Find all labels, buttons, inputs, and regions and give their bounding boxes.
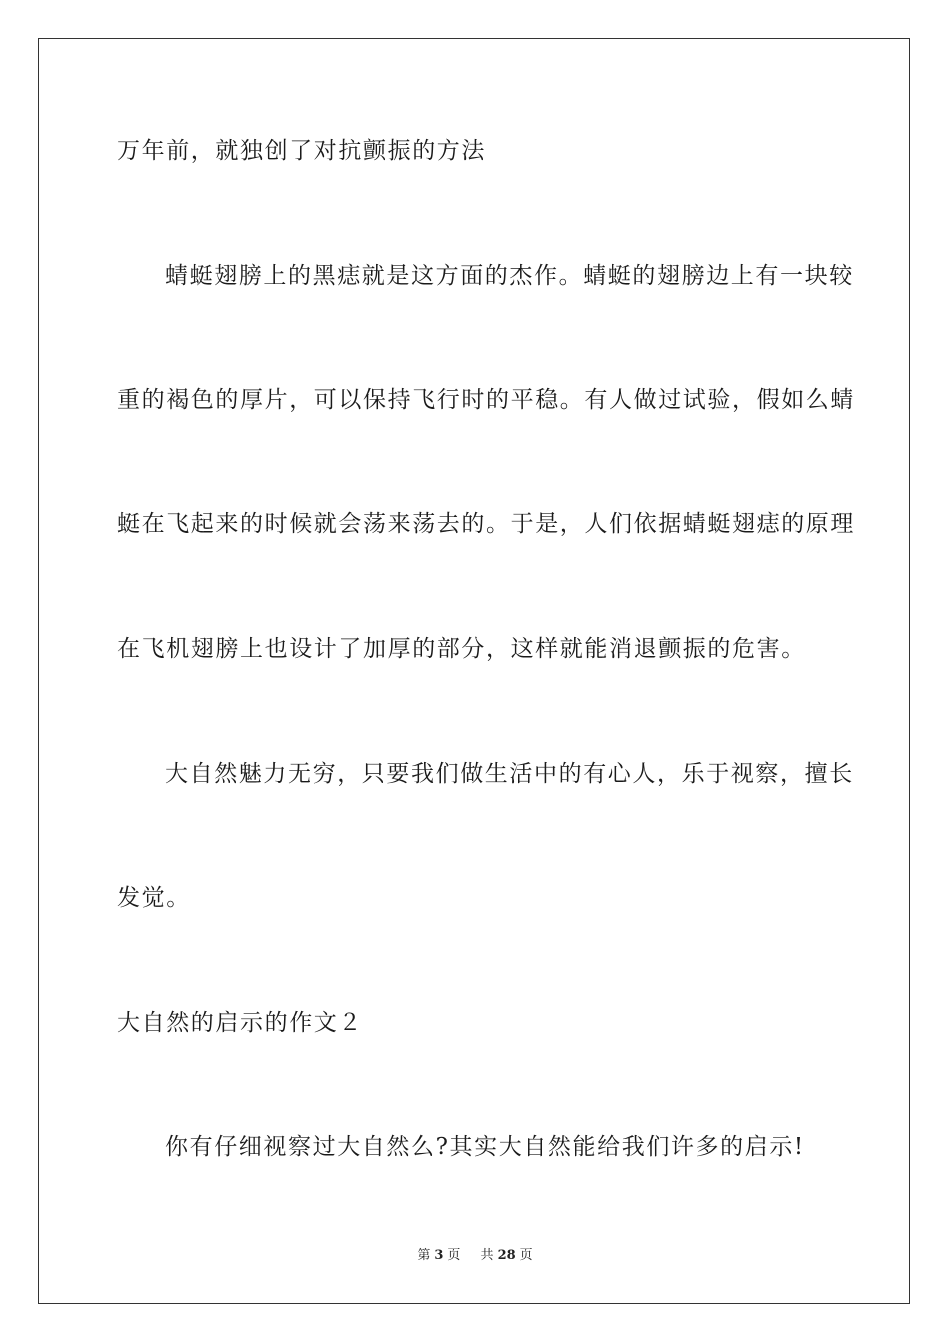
- page-footer: [0, 1247, 950, 1265]
- text-line-5: 在飞机翅膀上也设计了加厚的部分，这样就能消退颤振的危害。: [117, 636, 806, 662]
- page-border: [38, 38, 910, 1304]
- total-prefix: 共: [480, 1248, 494, 1263]
- section-heading: 大自然的启示的作文２: [117, 1010, 363, 1036]
- paragraph-start-line-2: 大自然魅力无穷，只要我们做生活中的有心人，乐于视察，擅长: [165, 761, 854, 787]
- paragraph-start-line-3: 你有仔细视察过大自然么?其实大自然能给我们许多的启示!: [165, 1134, 805, 1160]
- page-prefix: 第: [417, 1248, 431, 1263]
- text-line-7: 发觉。: [117, 885, 191, 911]
- text-line-3: 重的褐色的厚片，可以保持飞行时的平稳。有人做过试验，假如么蜻: [117, 387, 855, 413]
- text-line-1: 万年前，就独创了对抗颤振的方法: [117, 138, 486, 164]
- page-suffix: 页: [447, 1248, 461, 1263]
- paragraph-start-line: 蜻蜓翅膀上的黑痣就是这方面的杰作。蜻蜓的翅膀边上有一块较: [165, 263, 854, 289]
- page-indicator: [413, 1248, 464, 1263]
- page-number: 3: [434, 1248, 444, 1263]
- total-indicator: [477, 1248, 537, 1263]
- total-pages: 28: [497, 1248, 516, 1263]
- total-suffix: 页: [519, 1248, 533, 1263]
- text-line-4: 蜓在飞起来的时候就会荡来荡去的。于是，人们依据蜻蜓翅痣的原理: [117, 511, 855, 537]
